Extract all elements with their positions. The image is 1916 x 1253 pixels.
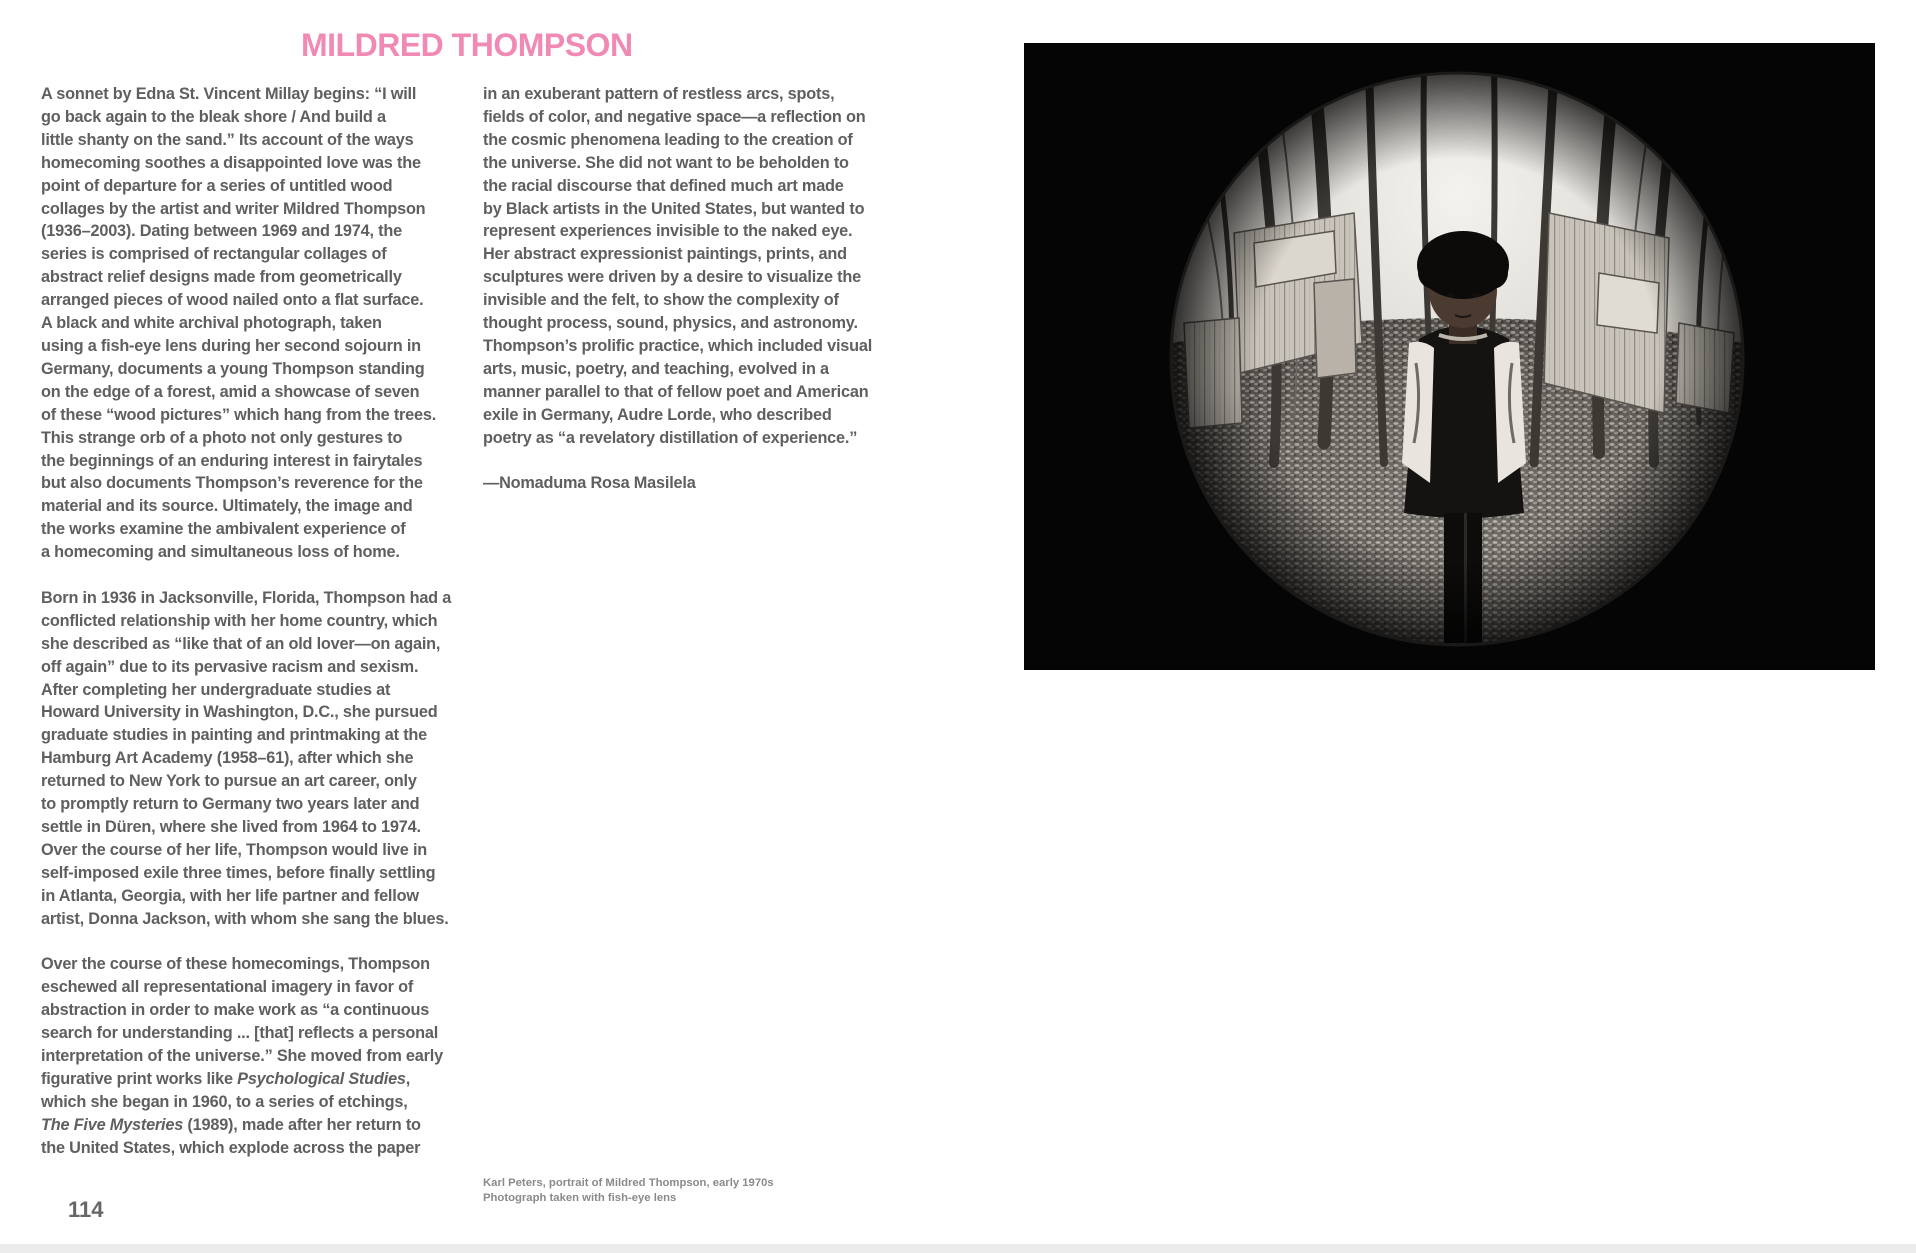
text-line: (1936–2003). Dating between 1969 and 1974, the: [41, 222, 402, 241]
text-line: sculptures were driven by a desire to visualize the: [483, 268, 861, 287]
text-line: A black and white archival photograph, taken: [41, 314, 382, 333]
text-line: conflicted relationship with her home country, which: [41, 611, 438, 630]
page-title: MILDRED THOMPSON: [301, 27, 633, 63]
text-line: Germany, documents a young Thompson standing: [41, 359, 425, 378]
text-line: invisible and the felt, to show the complexity of: [483, 291, 839, 310]
text-line: the beginnings of an enduring interest in fairytales: [41, 451, 423, 470]
text-line: the racial discourse that defined much art made: [483, 176, 844, 195]
text-line: Thompson’s prolific practice, which included visual: [483, 336, 873, 355]
text-line: the cosmic phenomena leading to the creation of: [483, 130, 853, 149]
text-line: a homecoming and simultaneous loss of home.: [41, 543, 400, 562]
text-line: After completing her undergraduate studies at: [41, 680, 391, 699]
text-line: A sonnet by Edna St. Vincent Millay begins: “I will: [41, 85, 417, 103]
paragraph-4: [483, 83, 893, 450]
text-line: she described as “like that of an old lover—on again,: [41, 634, 441, 653]
photo-caption: [483, 1176, 774, 1206]
caption-line: Photograph taken with fish-eye lens: [483, 1192, 677, 1204]
text-line: arts, music, poetry, and teaching, evolved in a: [483, 359, 829, 378]
text-line: go back again to the bleak shore / And build a: [41, 107, 386, 126]
text-line: Hamburg Art Academy (1958–61), after which she: [41, 749, 414, 768]
photo-illustration: [1024, 43, 1875, 670]
text-line: graduate studies in painting and printmaking at the: [41, 726, 428, 745]
text-line: eschewed all representational imagery in favor of: [41, 978, 414, 997]
text-line: Howard University in Washington, D.C., she pursued: [41, 703, 438, 722]
text-line: Her abstract expressionist paintings, prints, and: [483, 245, 847, 264]
text-line: artist, Donna Jackson, with whom she sang the blues.: [41, 909, 449, 928]
text-fragment: ,: [405, 1069, 411, 1088]
text-line: [41, 1068, 451, 1091]
text-fragment: figurative print works like: [41, 1069, 238, 1088]
text-line: thought process, sound, physics, and astronomy.: [483, 314, 858, 333]
page-number: 114: [68, 1197, 104, 1222]
text-line: in an exuberant pattern of restless arcs, spots,: [483, 85, 835, 103]
text-line: arranged pieces of wood nailed onto a flat surface.: [41, 291, 424, 310]
text-line: homecoming soothes a disappointed love was the: [41, 153, 421, 172]
text-line: represent experiences invisible to the naked eye.: [483, 222, 853, 241]
text-line: in Atlanta, Georgia, with her life partner and fellow: [41, 886, 419, 905]
artwork-title: Psychological Studies: [237, 1069, 406, 1088]
text-fragment: (1989), made after her return to: [183, 1115, 421, 1134]
text-line: by Black artists in the United States, but wanted to: [483, 199, 865, 218]
paragraph-3: [41, 953, 451, 1159]
page-bottom-edge: [0, 1244, 1916, 1253]
caption-line: Karl Peters, portrait of Mildred Thompson, early 1970s: [483, 1177, 774, 1189]
text-line: [41, 1114, 451, 1137]
text-line: abstraction in order to make work as “a continuous: [41, 1001, 430, 1020]
text-line: on the edge of a forest, amid a showcase of seven: [41, 382, 420, 401]
text-line: the universe. She did not want to be beholden to: [483, 153, 849, 172]
text-line: using a fish-eye lens during her second sojourn in: [41, 336, 421, 355]
text-line: material and its source. Ultimately, the image and: [41, 497, 413, 516]
text-line: off again” due to its pervasive racism and sexism.: [41, 657, 419, 676]
text-line: abstract relief designs made from geometrically: [41, 268, 402, 287]
text-line: which she began in 1960, to a series of etchings,: [41, 1092, 408, 1111]
text-line: manner parallel to that of fellow poet and American: [483, 382, 869, 401]
paragraph-1: [41, 83, 451, 564]
text-line: Over the course of her life, Thompson would live in: [41, 840, 428, 859]
text-line: but also documents Thompson’s reverence for the: [41, 474, 423, 493]
text-line: interpretation of the universe.” She moved from early: [41, 1047, 443, 1066]
text-line: returned to New York to pursue an art career, only: [41, 772, 417, 791]
text-line: search for understanding ... [that] reflects a personal: [41, 1024, 439, 1043]
text-line: settle in Düren, where she lived from 1964 to 1974.: [41, 817, 421, 836]
text-line: point of departure for a series of untitled wood: [41, 176, 393, 195]
text-line: collages by the artist and writer Mildred Thompson: [41, 199, 426, 218]
text-line: the United States, which explode across the paper: [41, 1138, 421, 1157]
text-line: Over the course of these homecomings, Thompson: [41, 955, 430, 974]
artwork-title: The Five Mysteries: [41, 1115, 184, 1134]
left-text-column: [41, 83, 451, 1160]
text-line: poetry as “a revelatory distillation of experience.”: [483, 428, 858, 447]
text-line: fields of color, and negative space—a reflection on: [483, 107, 866, 126]
text-line: exile in Germany, Audre Lorde, who described: [483, 405, 832, 424]
text-line: This strange orb of a photo not only gestures to: [41, 428, 403, 447]
right-text-column: [483, 83, 893, 495]
text-line: of these “wood pictures” which hang from the trees.: [41, 405, 437, 424]
text-line: Born in 1936 in Jacksonville, Florida, Thompson had a: [41, 588, 452, 607]
fisheye-portrait-photo: [1024, 43, 1875, 670]
text-line: self-imposed exile three times, before finally settling: [41, 863, 436, 882]
paragraph-2: [41, 587, 451, 931]
text-line: little shanty on the sand.” Its account of the ways: [41, 130, 414, 149]
text-line: series is comprised of rectangular collages of: [41, 245, 387, 264]
author-signature: —Nomaduma Rosa Masilela: [483, 474, 696, 493]
text-line: to promptly return to Germany two years later and: [41, 795, 420, 814]
text-line: the works examine the ambivalent experience of: [41, 520, 406, 539]
